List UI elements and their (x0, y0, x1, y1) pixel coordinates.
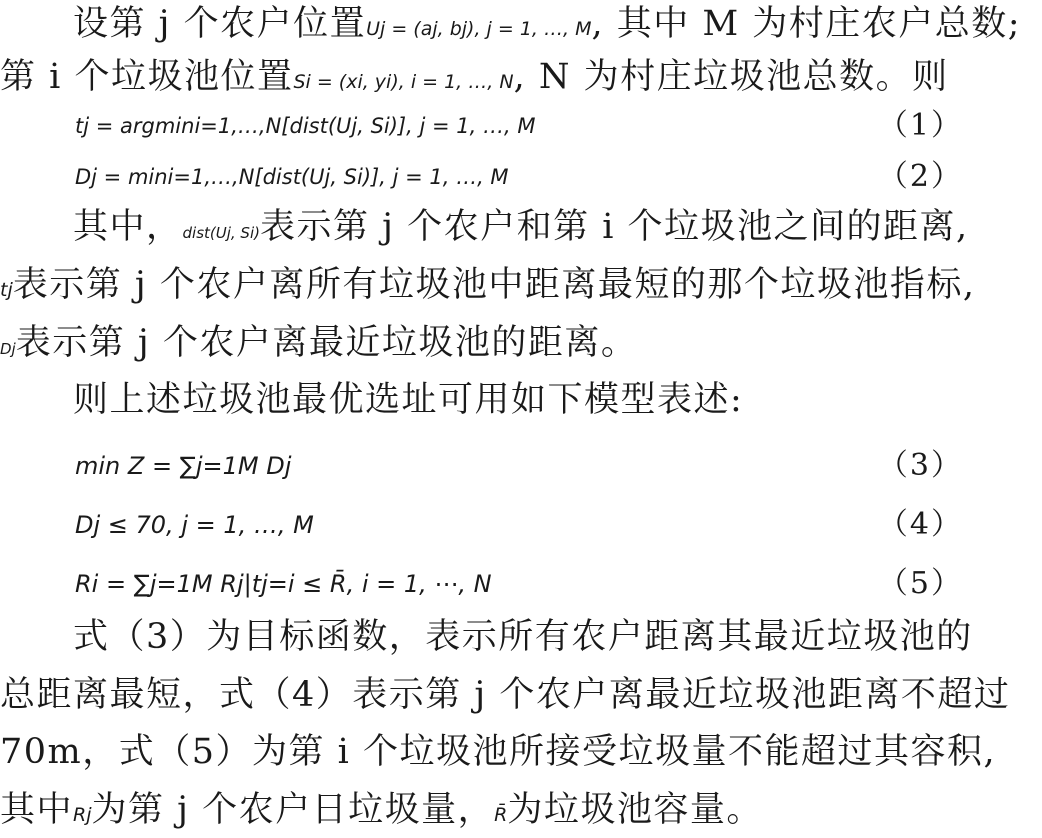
equation-2: Dj = mini=1,…,N[dist(Uj, Si)], j = 1, …, M (75, 165, 509, 189)
text-segment: 为第 j 个农户日垃圾量， (91, 790, 495, 830)
paragraph-4-line-4 (0, 788, 969, 837)
paragraph-4-line-3: 70m，式（5）为第 i 个垃圾池所接受垃圾量不能超过其容积, (0, 732, 997, 772)
paragraph-4-line-2: 总距离最短，式（4）表示第 j 个农户离最近垃圾池距离不超过 (0, 675, 1011, 715)
paragraph-2-line-1 (73, 205, 1042, 255)
text-segment: 其中 (0, 790, 74, 830)
inline-math-rbar: R̄ (494, 804, 508, 826)
inline-math-dist: dist(Uj, Si) (182, 224, 260, 242)
inline-math-r: Rj (73, 804, 92, 826)
paragraph-1-line-1 (73, 2, 1042, 51)
equation-1-number: （1） (877, 108, 963, 143)
equation-4: Dj ≤ 70, j = 1, …, M (75, 511, 314, 539)
inline-math-t: tj (0, 279, 13, 301)
paragraph-3-line-1: 则上述垃圾池最优选址可用如下模型表述: (73, 380, 744, 420)
equation-4-number: （4） (877, 507, 963, 542)
text-segment: , 其中 M 为村庄农户总数; (591, 4, 1022, 44)
equation-3: min Z = ∑j=1M Dj (75, 452, 292, 480)
inline-math-pool-position: Si = (xi, yi), i = 1, …, N (293, 71, 514, 93)
paragraph-2-line-2 (0, 263, 976, 312)
paragraph-1-line-2 (0, 55, 969, 104)
text-segment: 为垃圾池容量。 (507, 790, 763, 830)
text-segment: 其中， (73, 207, 183, 247)
paragraph-2-line-3 (0, 321, 969, 371)
text-segment: , N 为村庄垃圾池总数。则 (513, 57, 949, 97)
equation-5-number: （5） (877, 566, 963, 601)
paragraph-4-line-1: 式（3）为目标函数，表示所有农户距离其最近垃圾池的 (73, 617, 973, 657)
text-segment: 表示第 j 个农户和第 i 个垃圾池之间的距离, (259, 207, 969, 247)
equation-1: tj = argmini=1,…,N[dist(Uj, Si)], j = 1, …, M (75, 114, 536, 138)
equation-2-number: （2） (877, 159, 963, 194)
text-segment: 表示第 j 个农户离所有垃圾池中距离最短的那个垃圾池指标, (12, 265, 976, 305)
inline-math-farmer-position: Uj = (aj, bj), j = 1, …, M (366, 18, 592, 40)
text-segment: 表示第 j 个农户离最近垃圾池的距离。 (15, 323, 638, 363)
inline-math-d: Dj (0, 340, 16, 358)
equation-3-number: （3） (877, 448, 963, 483)
equation-5: Ri = ∑j=1M Rj|tj=i ≤ R̄, i = 1, ⋯, N (75, 570, 492, 598)
text-segment: 设第 j 个农户位置 (73, 4, 367, 44)
text-segment: 第 i 个垃圾池位置 (0, 57, 294, 97)
